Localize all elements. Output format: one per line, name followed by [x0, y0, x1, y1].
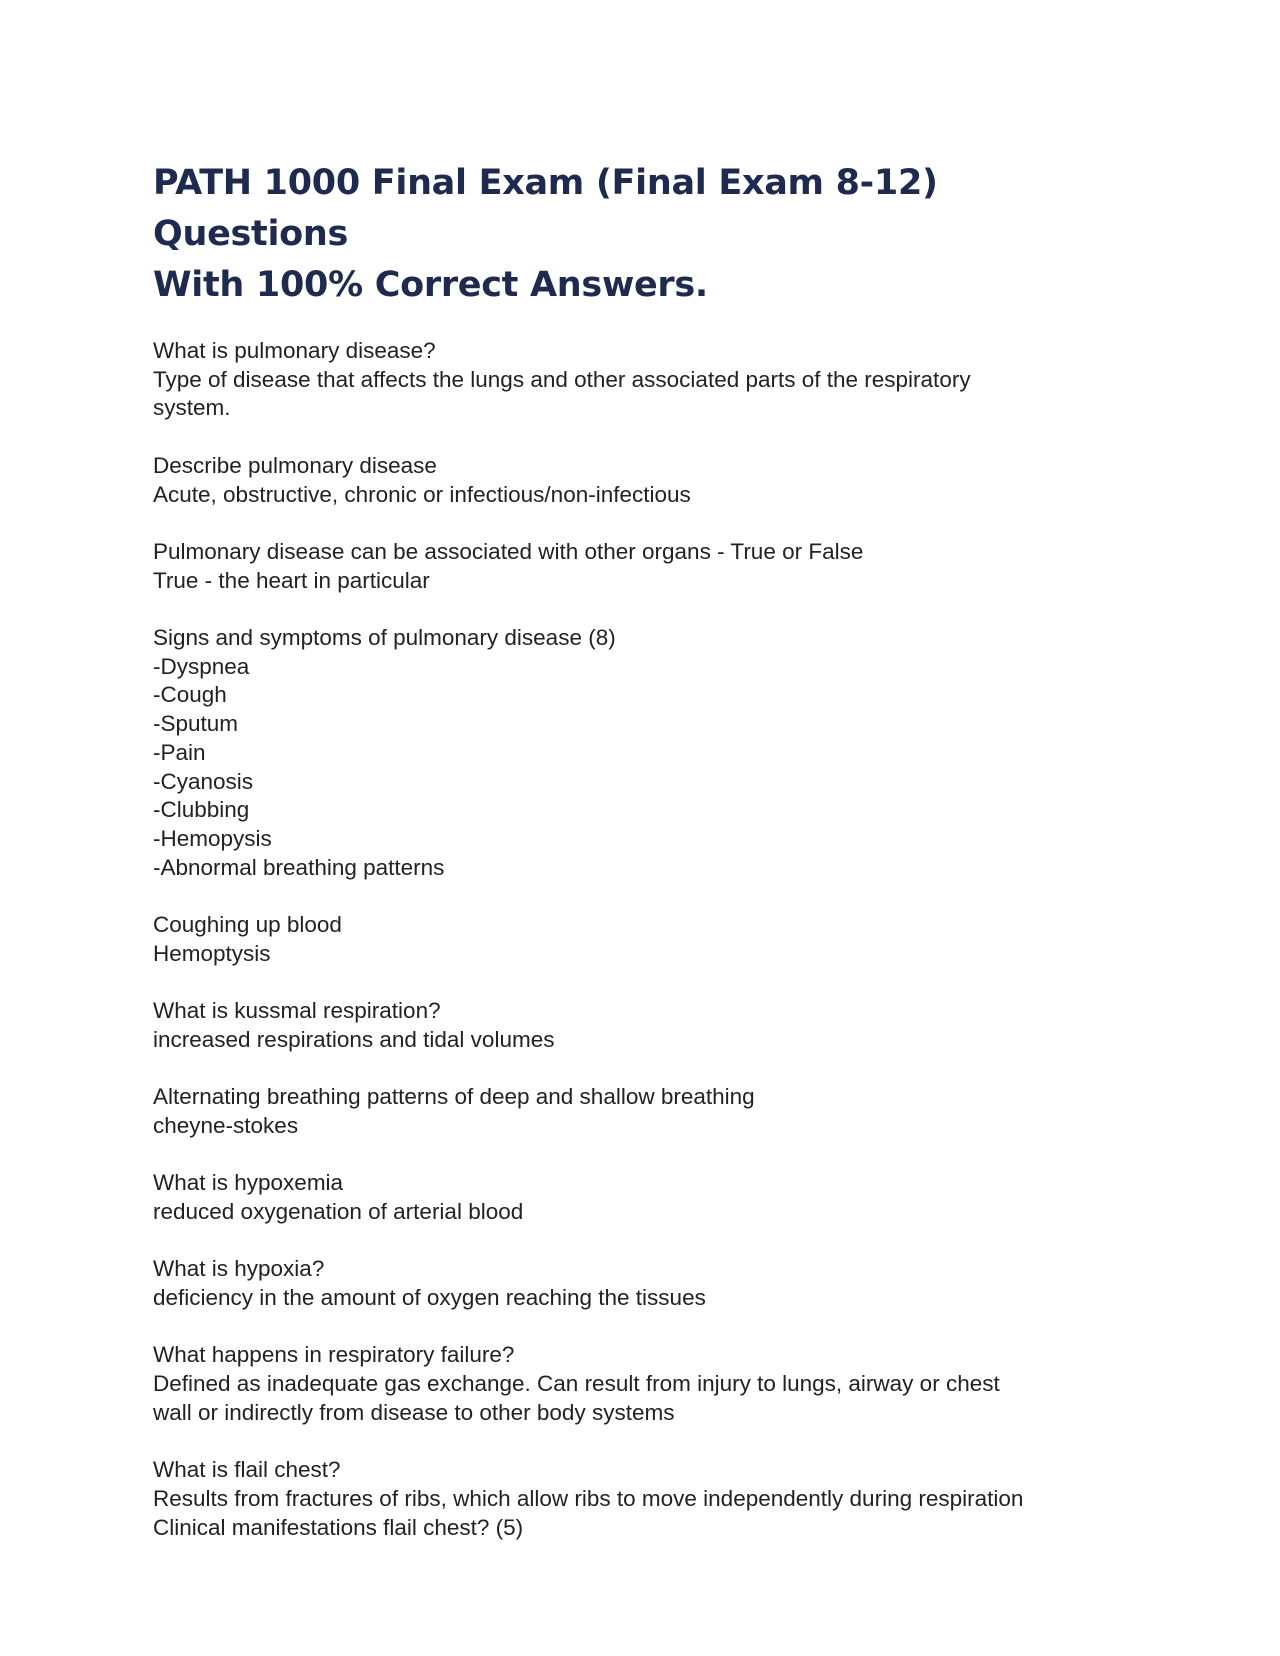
document-content: [153, 158, 1133, 1571]
symptom-list-item: -Sputum: [153, 711, 239, 737]
answer-text: cheyne-stokes: [153, 1112, 299, 1138]
answer-text: reduced oxygenation of arterial blood: [153, 1198, 524, 1224]
document-title-line-1: PATH 1000 Final Exam (Final Exam 8-12) Questions: [153, 163, 938, 254]
qa-item: [153, 452, 1133, 509]
document-title-line-2: With 100% Correct Answers.: [153, 265, 708, 305]
qa-item: [153, 1083, 1133, 1140]
symptom-list-item: -Cyanosis: [153, 768, 254, 794]
qa-item: [153, 1255, 1133, 1312]
qa-item: [153, 538, 1133, 595]
question-text: Coughing up blood: [153, 912, 342, 937]
symptom-list-item: -Hemopysis: [153, 825, 272, 851]
question-text: Signs and symptoms of pulmonary disease (8): [153, 624, 616, 650]
answer-text: increased respirations and tidal volumes: [153, 1026, 555, 1052]
answer-text: system.: [153, 395, 231, 421]
answer-text: Type of disease that affects the lungs and other associated parts of the respiratory: [153, 366, 971, 392]
qa-item: [153, 997, 1133, 1054]
symptom-list-item: -Abnormal breathing patterns: [153, 854, 445, 880]
question-text: What is flail chest?: [153, 1457, 341, 1483]
answer-text: Acute, obstructive, chronic or infectious/non-infectious: [153, 481, 691, 507]
symptom-list-item: -Cough: [153, 682, 227, 708]
qa-item: [153, 1341, 1133, 1427]
answer-text: deficiency in the amount of oxygen reaching the tissues: [153, 1285, 706, 1311]
answer-text: Results from fractures of ribs, which allow ribs to move independently during respiration: [153, 1485, 1024, 1511]
answer-text: wall or indirectly from disease to other body systems: [153, 1399, 675, 1425]
symptom-list-item: -Pain: [153, 739, 206, 765]
answer-text: Defined as inadequate gas exchange. Can result from injury to lungs, airway or chest: [153, 1371, 1000, 1397]
symptom-list-item: -Dyspnea: [153, 653, 250, 679]
question-text: What happens in respiratory failure?: [153, 1342, 515, 1368]
question-text: Alternating breathing patterns of deep and shallow breathing: [153, 1084, 755, 1110]
question-text: Describe pulmonary disease: [153, 452, 437, 478]
qa-item: [153, 1169, 1133, 1226]
question-text: What is kussmal respiration?: [153, 998, 441, 1024]
question-text: Pulmonary disease can be associated with other organs - True or False: [153, 538, 864, 564]
symptom-list-item: -Clubbing: [153, 797, 250, 823]
question-text: What is hypoxemia: [153, 1170, 344, 1196]
qa-item: [153, 337, 1133, 423]
qa-item: [153, 911, 1133, 968]
question-text: What is hypoxia?: [153, 1256, 325, 1282]
answer-text: Hemoptysis: [153, 940, 271, 966]
question-text: Clinical manifestations flail chest? (5): [153, 1514, 524, 1540]
answer-text: True - the heart in particular: [153, 567, 430, 593]
document-title: [153, 158, 1133, 311]
qa-item: [153, 624, 1133, 882]
qa-item: [153, 1456, 1133, 1542]
question-text: What is pulmonary disease?: [153, 338, 436, 363]
